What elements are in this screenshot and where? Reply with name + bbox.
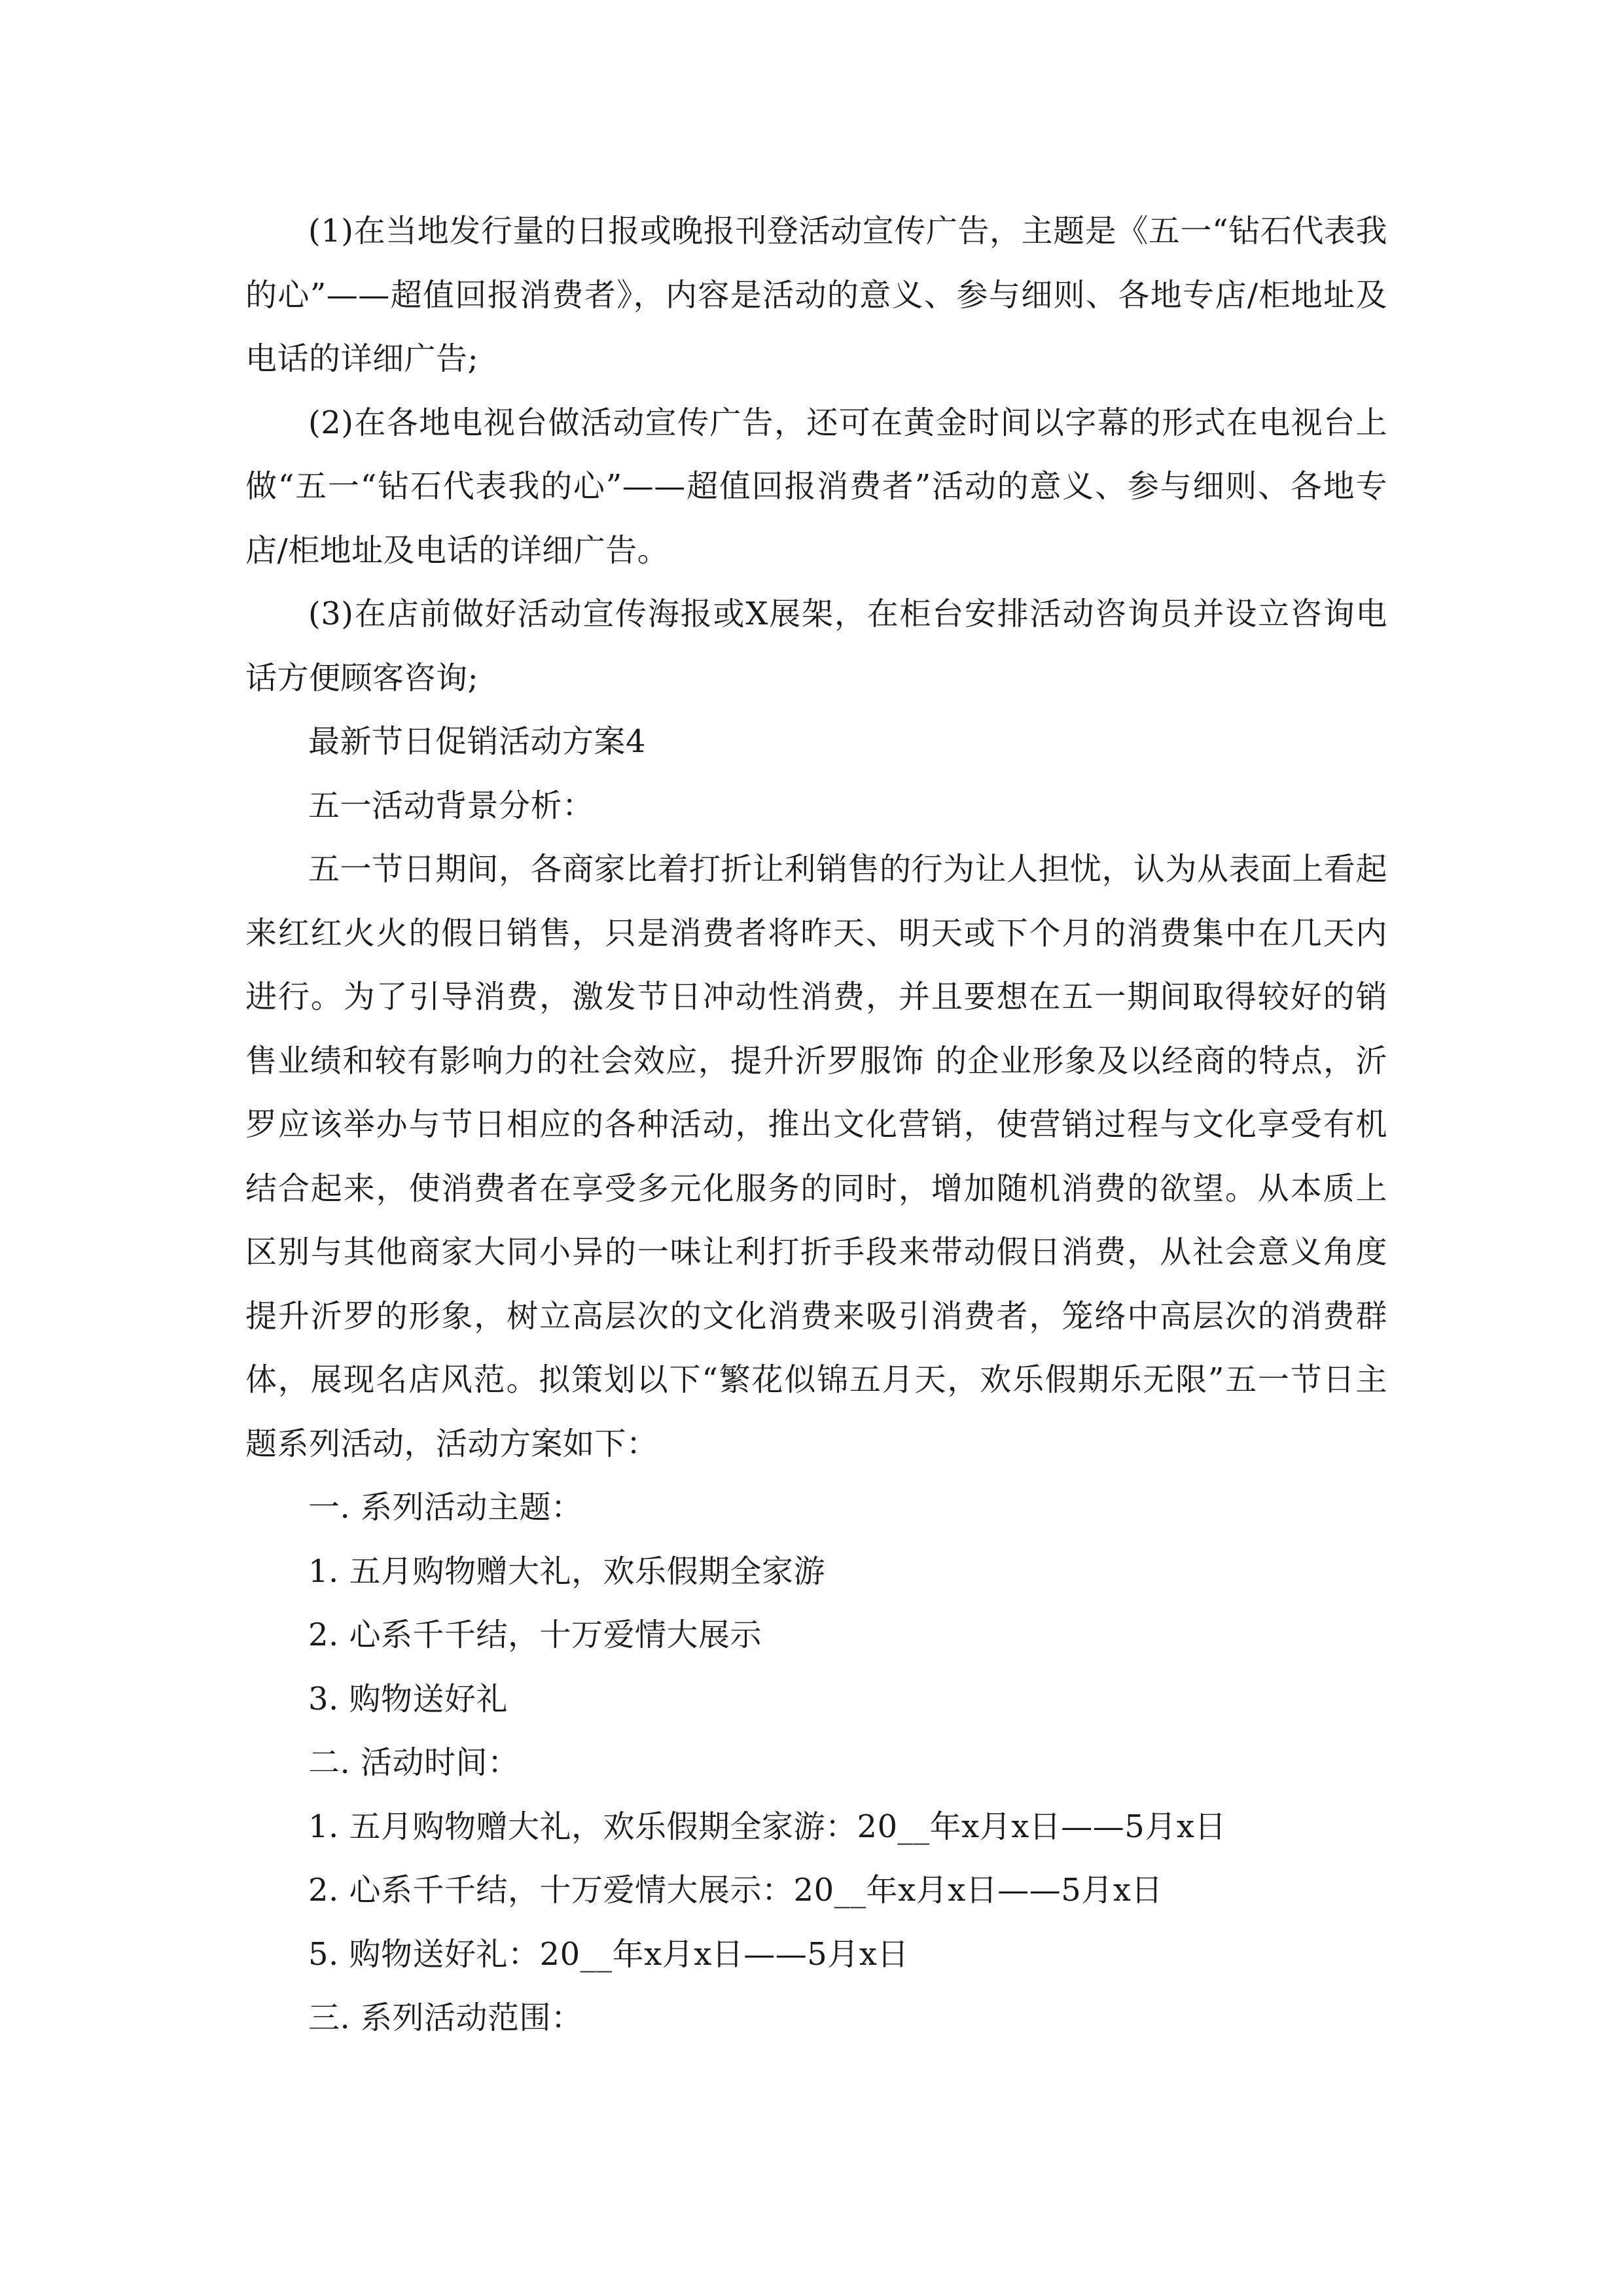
paragraph-ad-tv: (2)在各地电视台做活动宣传广告，还可在黄金时间以字幕的形式在电视台上做“五一“钻石代表我的心”——超值回报消费者”活动的意义、参与细则、各地专店/柜地址及电话的详细广告。 bbox=[245, 404, 1387, 569]
list-heading-scope: 三. 系列活动范围： bbox=[308, 2000, 583, 2036]
paragraph-ad-store: (3)在店前做好活动宣传海报或X展架，在柜台安排活动咨询员并设立咨询电话方便顾客咨询; bbox=[245, 596, 1387, 696]
list-heading-time: 二. 活动时间： bbox=[308, 1744, 520, 1781]
list-item: 2. 心系千千结，十万爱情大展示 bbox=[308, 1617, 762, 1653]
paragraph-ad-newspaper: (1)在当地发行量的日报或晚报刊登活动宣传广告，主题是《五一“钻石代表我的心”——超值回报消费者》，内容是活动的意义、参与细则、各地专店/柜地址及电话的详细广告; bbox=[245, 213, 1387, 377]
section-heading: 最新节日促销活动方案4 bbox=[308, 723, 647, 760]
background-heading: 五一活动背景分析： bbox=[308, 787, 594, 824]
list-item: 3. 购物送好礼 bbox=[308, 1680, 508, 1717]
document-body bbox=[245, 200, 1387, 2051]
list-heading-themes: 一. 系列活动主题： bbox=[308, 1489, 583, 1526]
paragraph-background: 五一节日期间，各商家比着打折让利销售的行为让人担忧，认为从表面上看起来红红火火的假日销售，只是消费者将昨天、明天或下个月的消费集中在几天内进行。为了引导消费，激发节日冲动性消费，并且要想在五一期间取得较好的销售业绩和较有影响力的社会效应，提升沂罗服饰 的企业形象及以经商的特点，沂罗应该举办与节日相应的各种活动，推出文化营销，使营销过程与文化享受有机结合起来，使消费者在享受多元化服务的同时，增加随机消费的欲望。从本质上区别与其他商家大同小异的一味让利打折手段来带动假日消费，从社会意义角度提升沂罗的形象，树立高层次的文化消费来吸引消费者，笼络中高层次的消费群体，展现名店风范。拟策划以下“繁花似锦五月天，欢乐假期乐无限”五一节日主题系列活动，活动方案如下： bbox=[245, 851, 1388, 1462]
list-item: 5. 购物送好礼：20__年x月x日——5月x日 bbox=[308, 1935, 909, 1973]
list-item: 1. 五月购物赠大礼，欢乐假期全家游 bbox=[308, 1552, 826, 1590]
list-item: 2. 心系千千结，十万爱情大展示：20__年x月x日——5月x日 bbox=[308, 1872, 1163, 1909]
list-item: 1. 五月购物赠大礼，欢乐假期全家游：20__年x月x日——5月x日 bbox=[308, 1808, 1226, 1845]
